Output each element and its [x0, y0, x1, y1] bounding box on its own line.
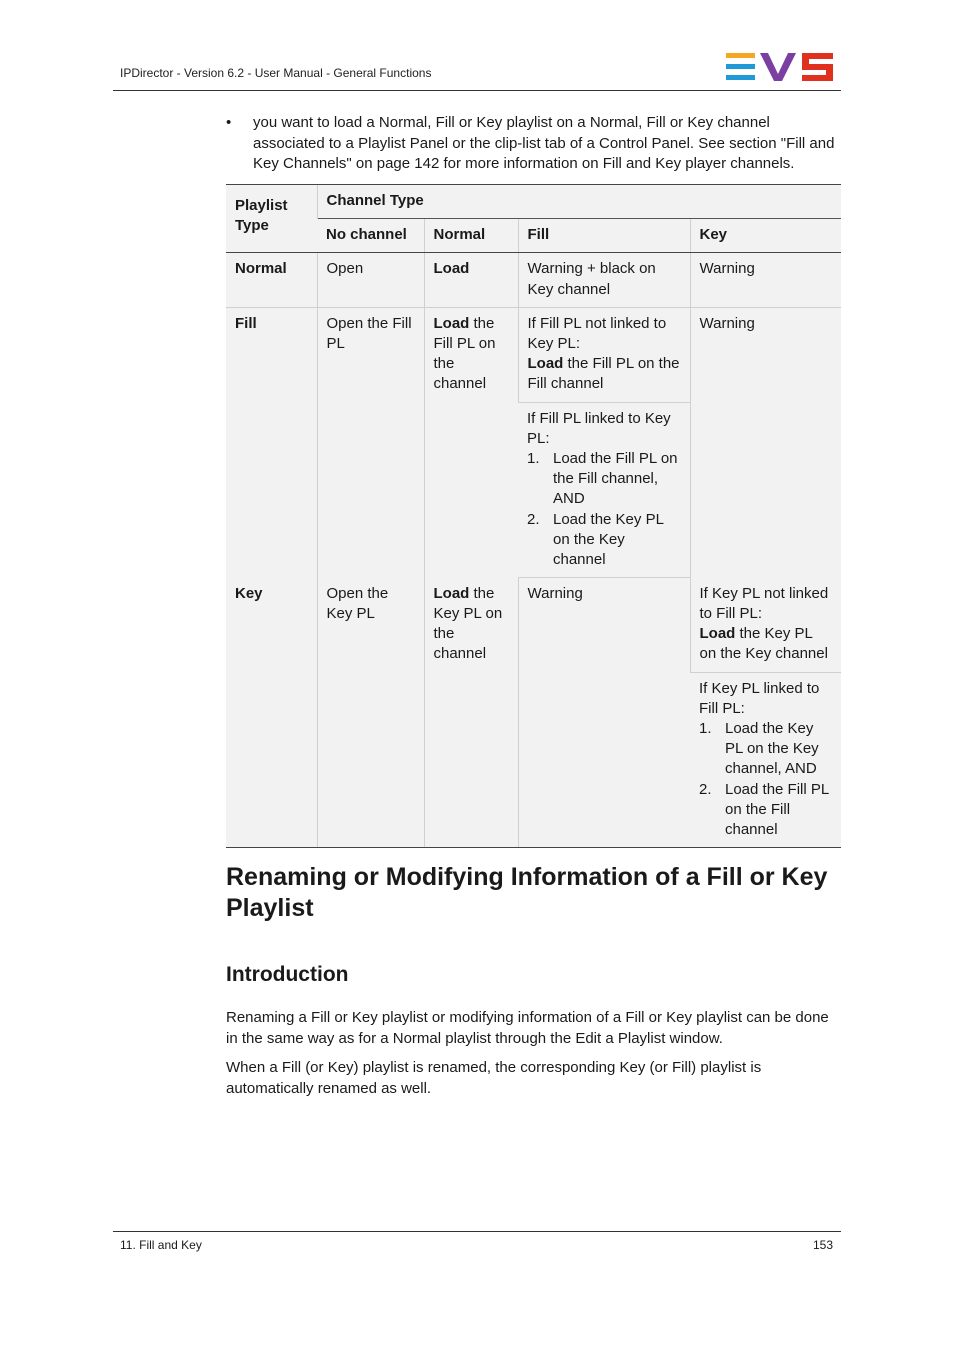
footer-rule — [113, 1231, 841, 1232]
paragraph-2: When a Fill (or Key) playlist is renamed, the corresponding Key (or Fill) playlist is automatically renamed as well. — [226, 1059, 762, 1097]
cell-normal-normal: Load — [424, 253, 518, 307]
paragraph-1: Renaming a Fill or Key playlist or modifying information of a Fill or Key playlist can be done in the same way as for a Normal playlist through the Edit a Playlist window. — [226, 1009, 829, 1047]
subsection-title: Introduction — [226, 963, 349, 986]
cell-fill-fill-linked: If Fill PL linked to Key PL: 1. Load the Fill PL on the Fill channel, AND 2. Load the Key PL on the Key channel — [518, 402, 690, 578]
row-label-key: Key — [226, 578, 317, 848]
key-linked-steps — [699, 719, 832, 840]
cell-normal-no-channel: Open — [317, 253, 424, 307]
cell-key-fill: Warning — [518, 578, 690, 848]
row-label-normal: Normal — [226, 253, 317, 307]
logo-s — [802, 53, 833, 81]
section-title: Renaming or Modifying Information of a Fill or Key Playlist — [226, 863, 828, 922]
list-item: 2. Load the Fill PL on the Fill channel — [699, 780, 829, 838]
cell-fill-key: Warning — [690, 307, 841, 577]
list-item: 2. Load the Key PL on the Key channel — [527, 510, 664, 569]
row-label-fill: Fill — [226, 307, 317, 577]
logo-v — [760, 53, 796, 81]
header-playlist-type: Playlist Type — [226, 185, 317, 253]
table-row-normal — [226, 253, 841, 307]
footer-page-number: 153 — [812, 1238, 833, 1252]
header-fill: Fill — [518, 219, 690, 253]
list-item: 1. Load the Key PL on the Key channel, AND — [699, 719, 819, 778]
cell-fill-fill-not-linked: If Fill PL not linked to Key PL: Load the Fill PL on the Fill channel — [518, 307, 690, 402]
header-title: IPDirector - Version 6.2 - User Manual - General Functions — [120, 66, 432, 80]
cell-key-normal: Load the Key PL on the channel — [424, 578, 518, 848]
cell-key-no-channel: Open the Key PL — [317, 578, 424, 848]
table-subheader-row — [226, 219, 841, 253]
bullet-symbol: • — [226, 114, 232, 131]
header-rule — [113, 90, 841, 91]
list-item: 1. Load the Fill PL on the Fill channel, AND — [527, 450, 678, 508]
header-no-channel: No channel — [317, 219, 424, 253]
footer-chapter: 11. Fill and Key — [120, 1238, 202, 1252]
table-row-fill — [226, 307, 841, 402]
logo-bar-3 — [726, 75, 755, 80]
header-normal: Normal — [424, 219, 518, 253]
fill-linked-steps — [527, 449, 681, 570]
logo-bar-2 — [726, 64, 755, 69]
cell-fill-no-channel: Open the Fill PL — [317, 307, 424, 577]
cell-key-key-not-linked: If Key PL not linked to Fill PL: Load the Key PL on the Key channel — [690, 578, 841, 672]
header-channel-type: Channel Type — [317, 185, 841, 219]
cell-normal-fill: Warning + black on Key channel — [518, 253, 690, 307]
bullet-text: you want to load a Normal, Fill or Key playlist on a Normal, Fill or Key channel associated to a Playlist Panel or the clip-list tab of a Control Panel. See section "Fill and Key Channels" on page 142 for more information on Fill and Key player channels. — [253, 114, 835, 172]
cell-fill-normal: Load the Fill PL on the channel — [424, 307, 518, 577]
header-key: Key — [690, 219, 841, 253]
channel-type-table — [226, 184, 841, 848]
cell-key-key-linked: If Key PL linked to Fill PL: 1. Load the Key PL on the Key channel, AND 2. Load the Fill PL on the Fill channel — [690, 672, 841, 848]
logo-bar-1 — [726, 53, 755, 58]
evs-logo — [726, 52, 834, 82]
cell-normal-key: Warning — [690, 253, 841, 307]
table-row-key — [226, 578, 841, 672]
table-header-row — [226, 185, 841, 219]
